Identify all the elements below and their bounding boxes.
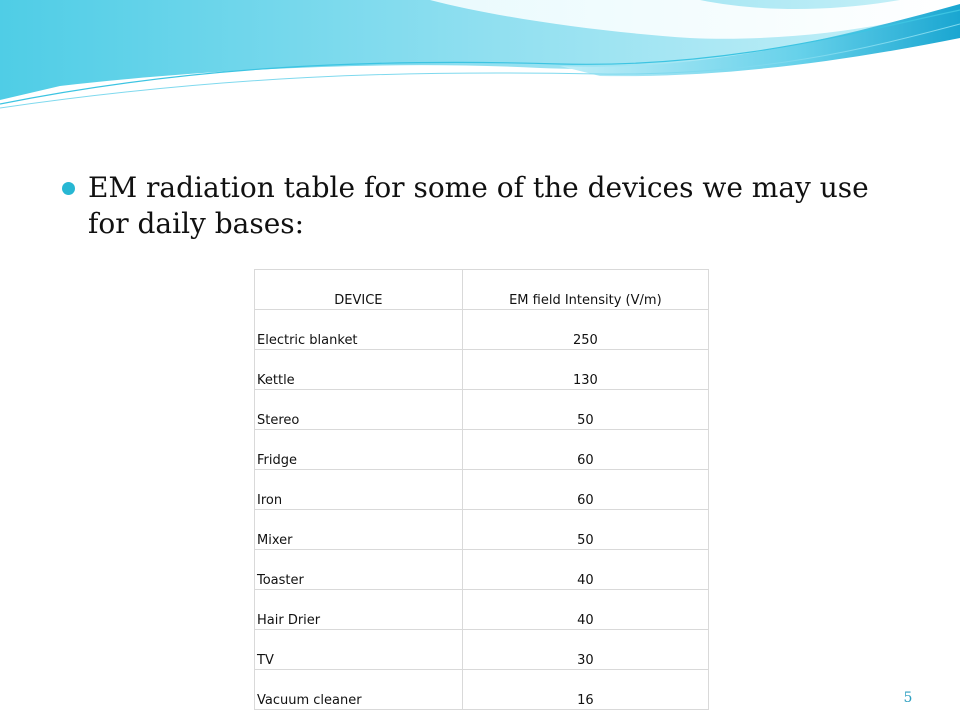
em-radiation-table: [254, 269, 709, 710]
table-row: [255, 350, 709, 390]
intensity-cell: 130: [462, 350, 708, 390]
device-name-cell: Vacuum cleaner: [255, 670, 463, 710]
intensity-cell: 50: [462, 510, 708, 550]
table-header-row: [255, 270, 709, 310]
table-row: [255, 590, 709, 630]
table-row: [255, 470, 709, 510]
table-row: [255, 510, 709, 550]
intensity-cell: 40: [462, 550, 708, 590]
device-name-cell: Mixer: [255, 510, 463, 550]
device-name-cell: Stereo: [255, 390, 463, 430]
intensity-cell: 16: [462, 670, 708, 710]
table-row: [255, 310, 709, 350]
device-name-cell: Iron: [255, 470, 463, 510]
header-device: DEVICE: [255, 270, 463, 310]
device-name-cell: Kettle: [255, 350, 463, 390]
table-row: [255, 550, 709, 590]
device-name-cell: TV: [255, 630, 463, 670]
bullet-dot-icon: [62, 182, 75, 195]
device-name-cell: Electric blanket: [255, 310, 463, 350]
device-name-cell: Hair Drier: [255, 590, 463, 630]
table-row: [255, 430, 709, 470]
header-wave-decoration: [0, 0, 960, 130]
intensity-cell: 250: [462, 310, 708, 350]
device-name-cell: Fridge: [255, 430, 463, 470]
intensity-cell: 40: [462, 590, 708, 630]
device-name-cell: Toaster: [255, 550, 463, 590]
bullet-text: EM radiation table for some of the devices we may use for daily bases:: [88, 171, 869, 240]
intensity-cell: 30: [462, 630, 708, 670]
table-row: [255, 670, 709, 710]
intensity-cell: 60: [462, 430, 708, 470]
intensity-cell: 50: [462, 390, 708, 430]
table-row: [255, 630, 709, 670]
header-intensity: EM field Intensity (V/m): [462, 270, 708, 310]
table-row: [255, 390, 709, 430]
intensity-cell: 60: [462, 470, 708, 510]
page-number: 5: [903, 690, 913, 706]
bullet-item: [62, 170, 912, 242]
